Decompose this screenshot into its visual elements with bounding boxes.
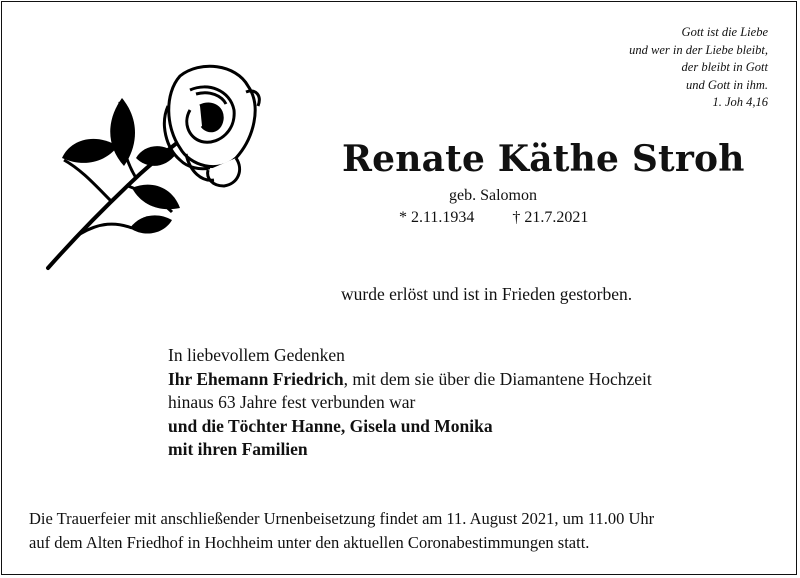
mourners-block: [168, 344, 652, 462]
deceased-name: Renate Käthe Stroh: [342, 138, 745, 180]
funeral-notice: [29, 507, 777, 555]
obituary-notice: [1, 1, 797, 575]
life-dates: [399, 209, 588, 227]
verse-line: der bleibt in Gott: [681, 60, 768, 74]
funeral-line: auf dem Alten Friedhof in Hochheim unter den aktuellen Coronabestimmungen statt.: [29, 533, 590, 552]
memorial-line: In liebevollem Gedenken: [168, 345, 345, 365]
memorial-line: hinaus 63 Jahre fest verbunden war: [168, 392, 416, 412]
rose-icon: [40, 62, 270, 272]
birth-name: geb. Salomon: [449, 187, 537, 204]
verse-line: und Gott in ihm.: [686, 77, 768, 92]
verse-reference: 1. Joh 4,16: [712, 95, 768, 109]
daughters-line: und die Töchter Hanne, Gisela und Monika: [168, 415, 493, 436]
verse-line: und wer in der Liebe bleibt,: [629, 42, 768, 57]
husband-text: , mit dem sie über die Diamantene Hochzeit: [343, 368, 652, 389]
families-line: mit ihren Familien: [168, 439, 308, 459]
birth-date: * 2.11.1934: [399, 209, 475, 226]
death-date: † 21.7.2021: [512, 209, 589, 226]
funeral-line: Die Trauerfeier mit anschließender Urnenbeisetzung findet am 11. August 2021, um 11.00 Uhr: [29, 509, 655, 528]
verse-line: Gott ist die Liebe: [681, 25, 768, 39]
passing-statement: wurde erlöst und ist in Frieden gestorben.: [341, 284, 633, 304]
bible-verse: [548, 24, 768, 112]
memorial-line: [168, 368, 652, 392]
husband-name: Ihr Ehemann Friedrich: [168, 368, 344, 389]
